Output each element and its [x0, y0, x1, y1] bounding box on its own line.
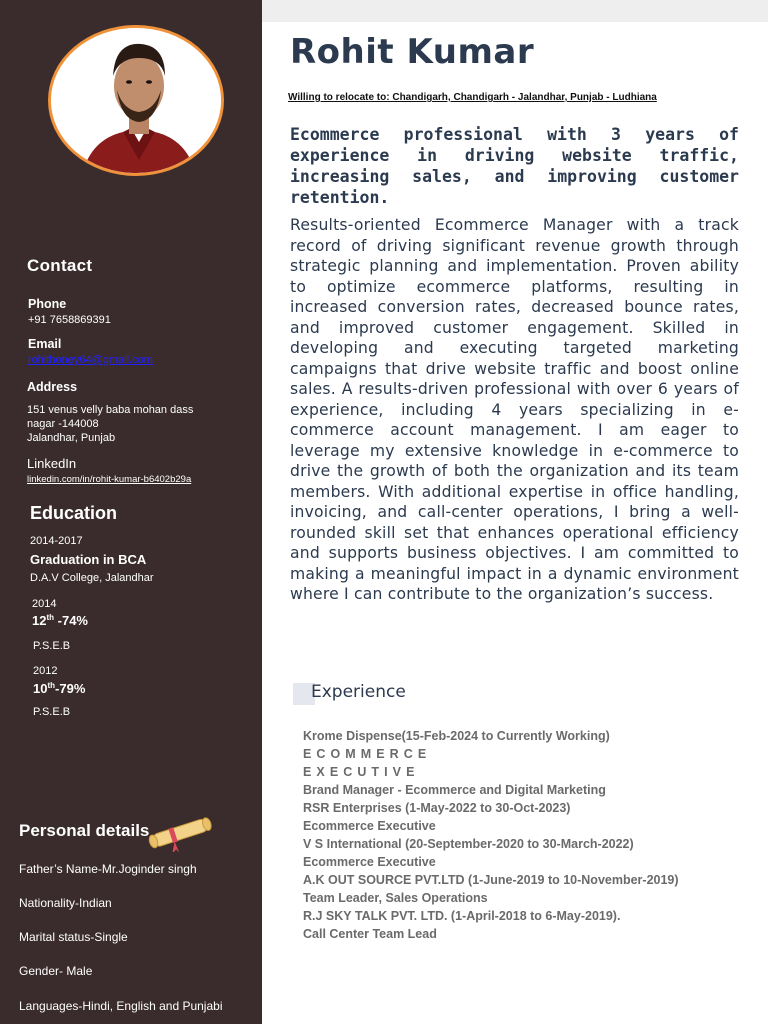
edu-school: P.S.E.B [33, 706, 71, 718]
edu-year: 2014 [32, 598, 57, 610]
profile-photo [48, 25, 224, 176]
linkedin-label: LinkedIn [27, 456, 77, 471]
address-line-2: nagar -144008 [27, 418, 99, 430]
personal-details-heading: Personal details [19, 821, 150, 840]
edu-title: Graduation in BCA [30, 552, 147, 567]
experience-list [303, 727, 693, 943]
edu-school: D.A.V College, Jalandhar [30, 572, 154, 584]
diploma-scroll-icon [146, 812, 216, 852]
address-line-1: 151 venus velly baba mohan dass [27, 404, 194, 416]
experience-line: V S International (20-September-2020 to 30-March-2022) [303, 837, 634, 851]
experience-line: E X E C U T I V E [303, 765, 416, 779]
relocation-note: Willing to relocate to: Chandigarh, Chandigarh - Jalandhar, Punjab - Ludhiana [288, 92, 657, 103]
experience-line: A.K OUT SOURCE PVT.LTD (1-June-2019 to 10-November-2019) [303, 873, 679, 887]
personal-detail-item: Gender- Male [19, 964, 93, 978]
candidate-name: Rohit Kumar [290, 32, 535, 72]
experience-line: Krome Dispense(15-Feb-2024 to Currently Working) [303, 729, 610, 743]
email-link[interactable]: rohithoney64@gmail.com [28, 354, 153, 366]
edu-year: 2012 [33, 665, 58, 677]
personal-detail-item: Nationality-Indian [19, 896, 112, 910]
profile-summary: Results-oriented Ecommerce Manager with a track record of driving significant revenue growth through strategic planning and implementation. Proven ability to optimize ecommerce platforms, resulting in increased conversion rates, decreased bounce rates, and improved customer engagement. Skilled in developing and executing targeted marketing campaigns that drive website traffic and boost online sales. A results-driven professional with over 6 years of experience, including 4 years specializing in e-commerce account management. I am eager to leverage my extensive knowledge in e-commerce to drive the growth of both the organization and its team members. With additional expertise in office handling, invoicing, and call-center operations, I bring a well-rounded skill set that enhances operational efficiency and supports business objectives. I am committed to making a meaningful impact in a dynamic environment where I can contribute to the organization’s success. [290, 216, 739, 603]
edu-year: 2014-2017 [30, 535, 83, 547]
phone-value: +91 7658869391 [28, 314, 111, 326]
experience-line: R.J SKY TALK PVT. LTD. (1-April-2018 to 6-May-2019). [303, 909, 621, 923]
experience-heading: Experience [311, 682, 406, 702]
top-band [262, 0, 768, 22]
personal-detail-item: Marital status-Single [19, 930, 128, 944]
profile-headline: Ecommerce professional with 3 years of experience in driving website traffic, increasing sales, and improving customer retention. [290, 125, 739, 207]
person-photo-icon [51, 28, 224, 176]
email-label: Email [28, 337, 62, 351]
education-heading: Education [30, 503, 118, 523]
contact-heading: Contact [27, 256, 93, 275]
personal-detail-item: Father’s Name-Mr.Joginder singh [19, 862, 197, 876]
experience-line: Brand Manager - Ecommerce and Digital Marketing [303, 783, 606, 797]
personal-detail-item: Languages-Hindi, English and Punjabi [19, 999, 223, 1013]
phone-label: Phone [28, 297, 67, 311]
experience-line: RSR Enterprises (1-May-2022 to 30-Oct-2023) [303, 801, 571, 815]
edu-title: 10th-79% [33, 681, 86, 696]
experience-line: Ecommerce Executive [303, 855, 436, 869]
edu-title: 12th -74% [32, 613, 88, 628]
sidebar [0, 0, 262, 1024]
edu-school: P.S.E.B [33, 640, 71, 652]
experience-line: E C O M M E R C E [303, 747, 428, 761]
address-label: Address [27, 380, 78, 394]
linkedin-link[interactable]: linkedin.com/in/rohit-kumar-b6402b29a [27, 474, 192, 485]
experience-line: Call Center Team Lead [303, 927, 437, 941]
experience-line: Team Leader, Sales Operations [303, 891, 488, 905]
address-line-3: Jalandhar, Punjab [27, 432, 116, 444]
experience-line: Ecommerce Executive [303, 819, 436, 833]
